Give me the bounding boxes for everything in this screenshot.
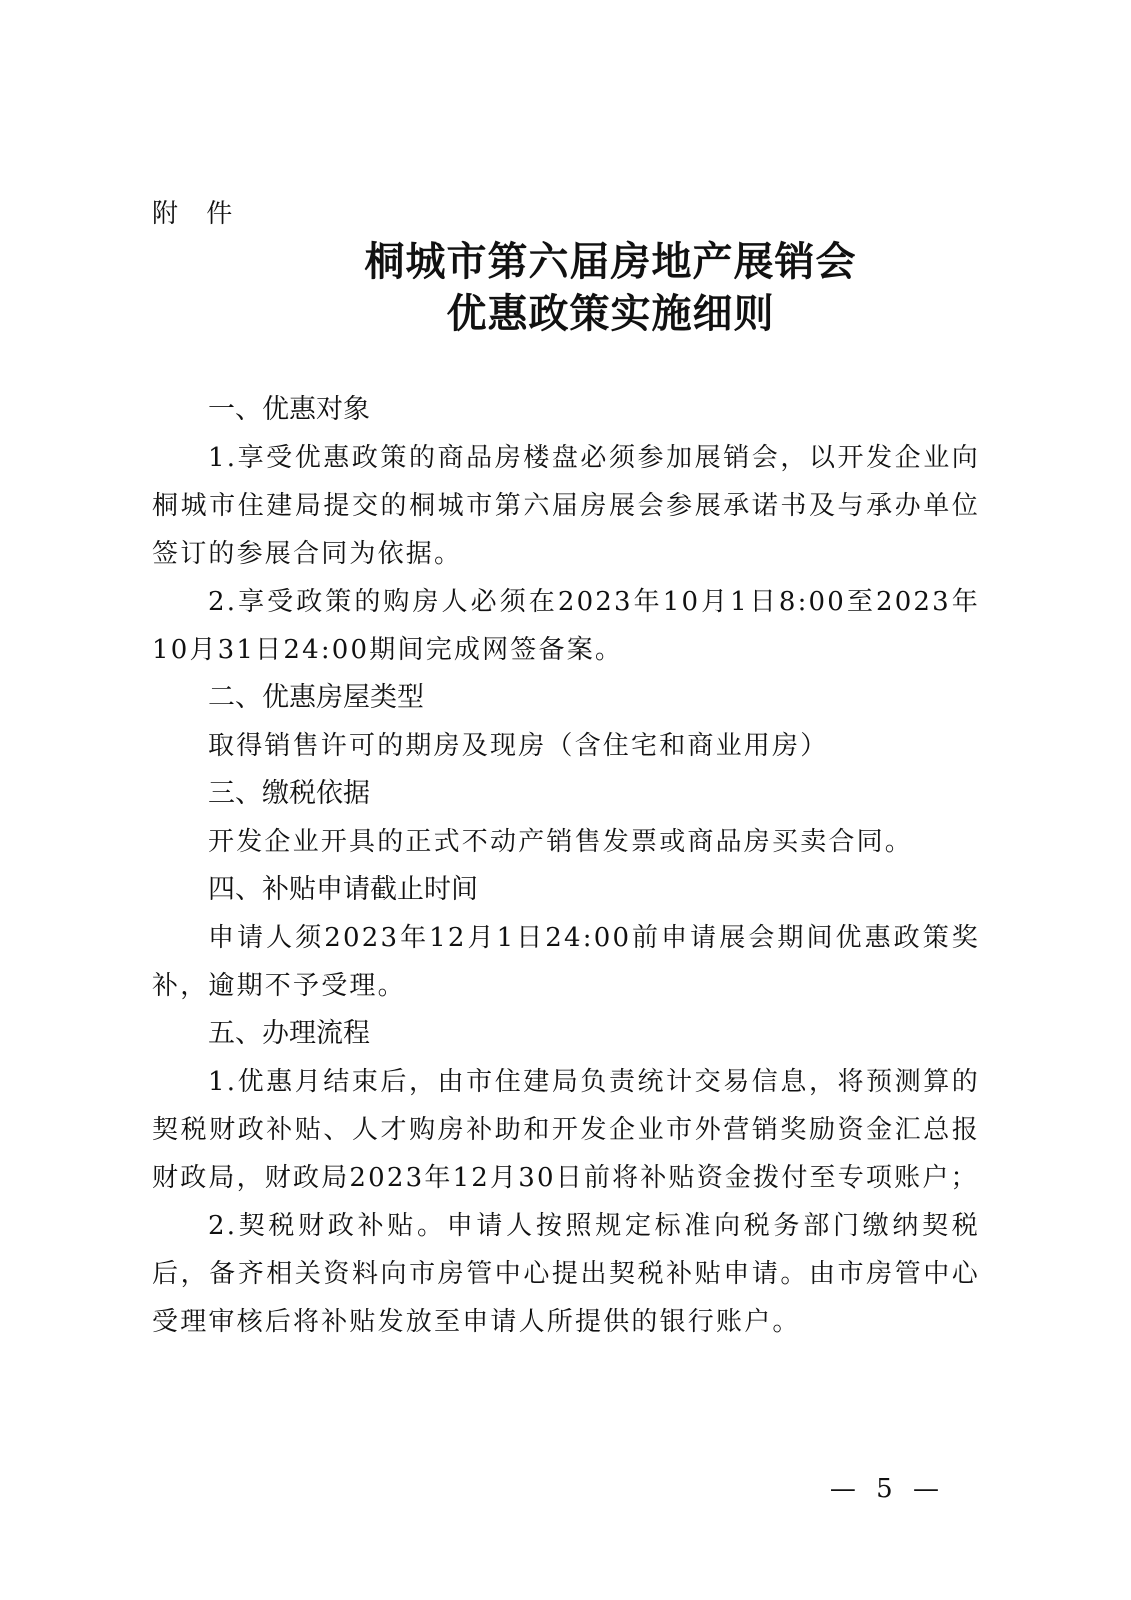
paragraph: 申请人须2023年12月1日24:00前申请展会期间优惠政策奖补，逾期不予受理。 xyxy=(152,923,980,1001)
document-title-line-2: 优惠政策实施细则 xyxy=(446,291,775,337)
paragraph: 2.契税财政补贴。申请人按照规定标准向税务部门缴纳契税后，备齐相关资料向市房管中心提出契税补贴申请。由市房管中心受理审核后将补贴发放至申请人所提供的银行账户。 xyxy=(152,1211,980,1337)
page-number: — 5 — xyxy=(829,1474,945,1504)
attachment-label: 附 件 xyxy=(152,199,243,229)
section-heading: 五、办理流程 xyxy=(208,1018,370,1049)
paragraph: 2.享受政策的购房人必须在2023年10月1日8:00至2023年10月31日24:00期间完成网签备案。 xyxy=(152,587,980,665)
paragraph: 取得销售许可的期房及现房（含住宅和商业用房） xyxy=(208,731,829,761)
paragraph: 1.优惠月结束后，由市住建局负责统计交易信息，将预测算的契税财政补贴、人才购房补助和开发企业市外营销奖励资金汇总报财政局，财政局2023年12月30日前将补贴资金拨付至专项账户； xyxy=(152,1067,980,1193)
paragraph: 1.享受优惠政策的商品房楼盘必须参加展销会，以开发企业向桐城市住建局提交的桐城市第六届房展会参展承诺书及与承办单位签订的参展合同为依据。 xyxy=(152,443,980,569)
document-title-line-1: 桐城市第六届房地产展销会 xyxy=(364,239,857,285)
section-heading: 一、优惠对象 xyxy=(208,394,370,425)
document-body xyxy=(152,386,980,1346)
paragraph: 开发企业开具的正式不动产销售发票或商品房买卖合同。 xyxy=(208,827,914,857)
section-heading: 二、优惠房屋类型 xyxy=(208,682,424,713)
section-heading: 四、补贴申请截止时间 xyxy=(208,874,478,905)
section-heading: 三、缴税依据 xyxy=(208,778,370,809)
